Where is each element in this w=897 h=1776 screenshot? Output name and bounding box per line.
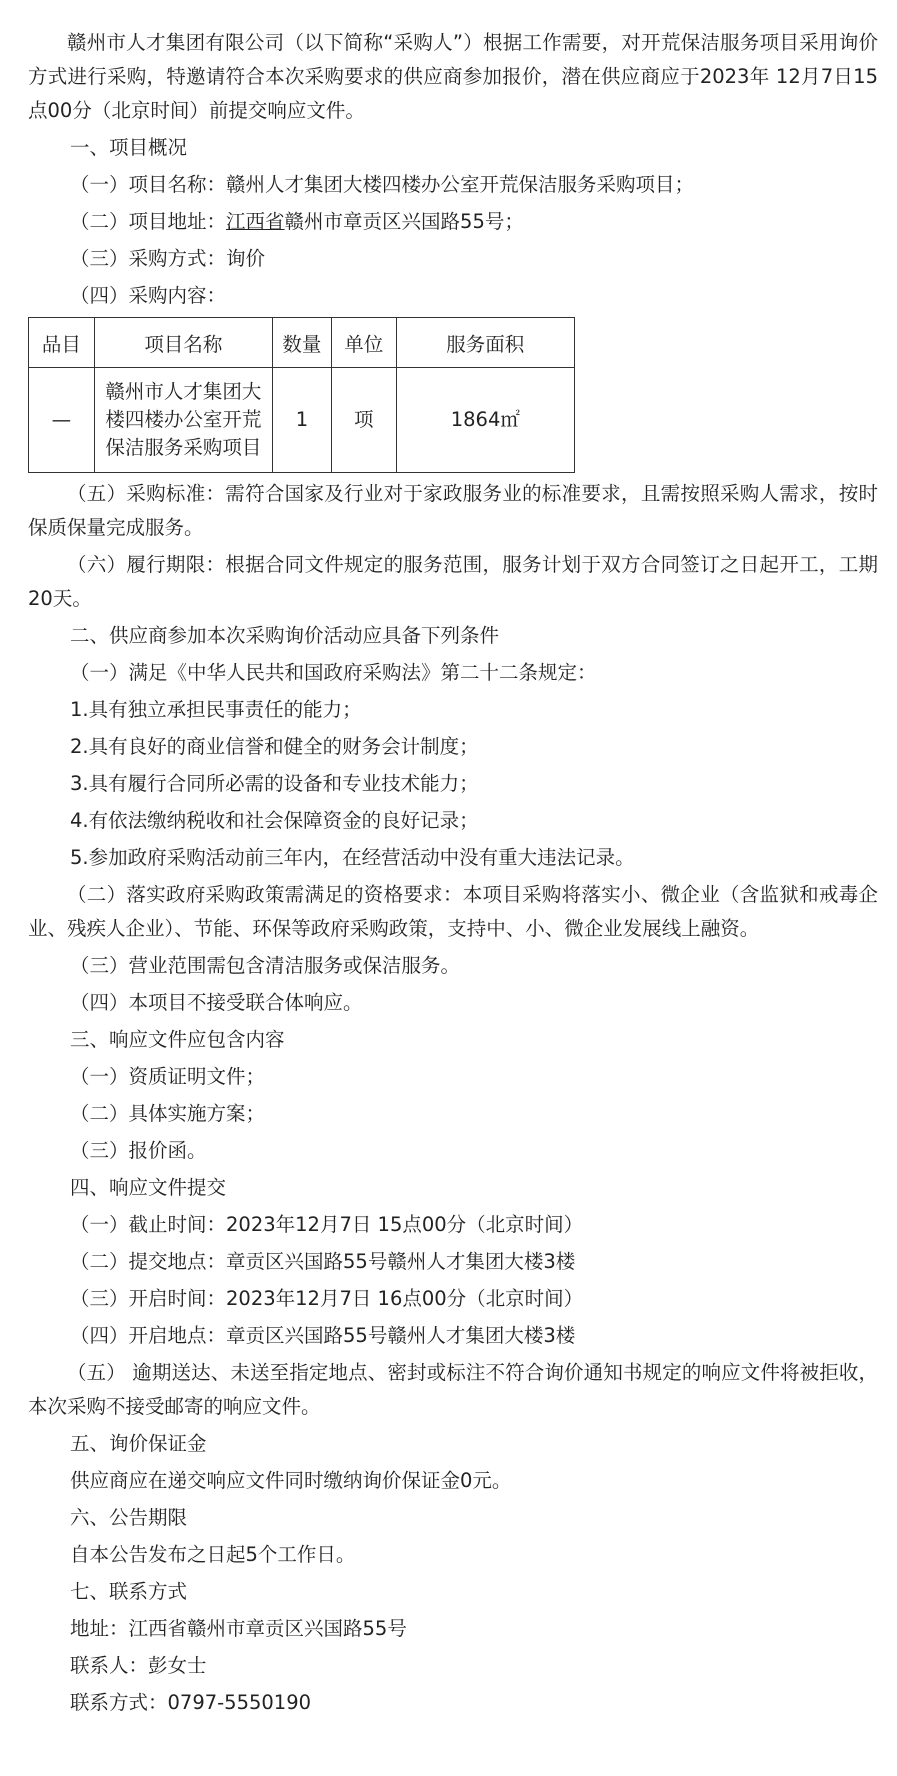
requirement-item: 2.具有良好的商业信誉和健全的财务会计制度； (70, 735, 479, 758)
cell-quantity: 1 (272, 368, 331, 473)
procurement-content: （四）采购内容： (70, 284, 227, 307)
requirement-item: 3.具有履行合同所必需的设备和专业技术能力； (70, 772, 479, 795)
table-row (29, 368, 575, 473)
submission-item: （一）截止时间：2023年12月7日 15点00分（北京时间） (70, 1213, 584, 1236)
response-content-item: （二）具体实施方案； (70, 1102, 266, 1125)
procurement-standard: （五）采购标准：需符合国家及行业对于家政服务业的标准要求，且需按照采购人需求，按时保质保量完成服务。 (28, 482, 878, 539)
cell-category: — (29, 368, 95, 473)
no-consortium: （四）本项目不接受联合体响应。 (70, 991, 363, 1014)
submission-item: （三）开启时间：2023年12月7日 16点00分（北京时间） (70, 1287, 584, 1310)
contact-person: 联系人：彭女士 (70, 1654, 207, 1677)
section-1-title: 一、项目概况 (70, 136, 188, 159)
header-item-name: 项目名称 (94, 318, 272, 368)
header-service-area: 服务面积 (396, 318, 574, 368)
contact-address: 地址：江西省赣州市章贡区兴国路55号 (70, 1617, 407, 1640)
header-category: 品目 (29, 318, 95, 368)
performance-period: （六）履行期限：根据合同文件规定的服务范围，服务计划于双方合同签订之日起开工，工期20天。 (28, 553, 878, 610)
section-5-title: 五、询价保证金 (70, 1432, 207, 1455)
procurement-method: （三）采购方式：询价 (70, 247, 266, 270)
law-requirement: （一）满足《中华人民共和国政府采购法》第二十二条规定： (70, 661, 597, 684)
submission-item: （二）提交地点：章贡区兴国路55号赣州人才集团大楼3楼 (70, 1250, 576, 1273)
cell-unit: 项 (331, 368, 396, 473)
section-2-title: 二、供应商参加本次采购询价活动应具备下列条件 (70, 624, 500, 647)
address-province: 江西省 (226, 210, 285, 233)
intro-paragraph: 赣州市人才集团有限公司（以下简称“采购人”）根据工作需要，对开荒保洁服务项目采用询价方式进行采购，特邀请符合本次采购要求的供应商参加报价，潜在供应商应于2023年 12月7日15点00分（北京时间）前提交响应文件。 (28, 31, 878, 122)
late-submission-note: （五） 逾期送达、未送至指定地点、密封或标注不符合询价通知书规定的响应文件将被拒收，本次采购不接受邮寄的响应文件。 (28, 1361, 878, 1418)
address-rest: 赣州市章贡区兴国路55号； (284, 210, 524, 233)
requirement-item: 1.具有独立承担民事责任的能力； (70, 698, 362, 721)
procurement-table (28, 317, 575, 473)
header-quantity: 数量 (272, 318, 331, 368)
requirement-item: 4.有依法缴纳税收和社会保障资金的良好记录； (70, 809, 479, 832)
cell-item-name: 赣州市人才集团大楼四楼办公室开荒保洁服务采购项目 (94, 368, 272, 473)
response-content-item: （一）资质证明文件； (70, 1065, 266, 1088)
response-content-item: （三）报价函。 (70, 1139, 207, 1162)
announcement-document (28, 26, 878, 1720)
policy-requirement: （二）落实政府采购政策需满足的资格要求：本项目采购将落实小、微企业（含监狱和戒毒企业、残疾人企业）、节能、环保等政府采购政策，支持中、小、微企业发展线上融资。 (28, 883, 878, 940)
requirement-item: 5.参加政府采购活动前三年内，在经营活动中没有重大违法记录。 (70, 846, 635, 869)
submission-item: （四）开启地点：章贡区兴国路55号赣州人才集团大楼3楼 (70, 1324, 576, 1347)
cell-service-area: 1864㎡ (396, 368, 574, 473)
business-scope: （三）营业范围需包含清洁服务或保洁服务。 (70, 954, 461, 977)
contact-phone: 联系方式：0797-5550190 (70, 1691, 312, 1714)
header-unit: 单位 (331, 318, 396, 368)
address-prefix: （二）项目地址： (70, 210, 227, 233)
section-4-title: 四、响应文件提交 (70, 1176, 227, 1199)
section-3-title: 三、响应文件应包含内容 (70, 1028, 285, 1051)
notice-period-text: 自本公告发布之日起5个工作日。 (70, 1543, 356, 1566)
deposit-text: 供应商应在递交响应文件同时缴纳询价保证金0元。 (70, 1469, 512, 1492)
project-address (28, 205, 878, 239)
section-6-title: 六、公告期限 (70, 1506, 188, 1529)
table-header-row (29, 318, 575, 368)
section-7-title: 七、联系方式 (70, 1580, 188, 1603)
project-name: （一）项目名称：赣州人才集团大楼四楼办公室开荒保洁服务采购项目； (70, 173, 695, 196)
